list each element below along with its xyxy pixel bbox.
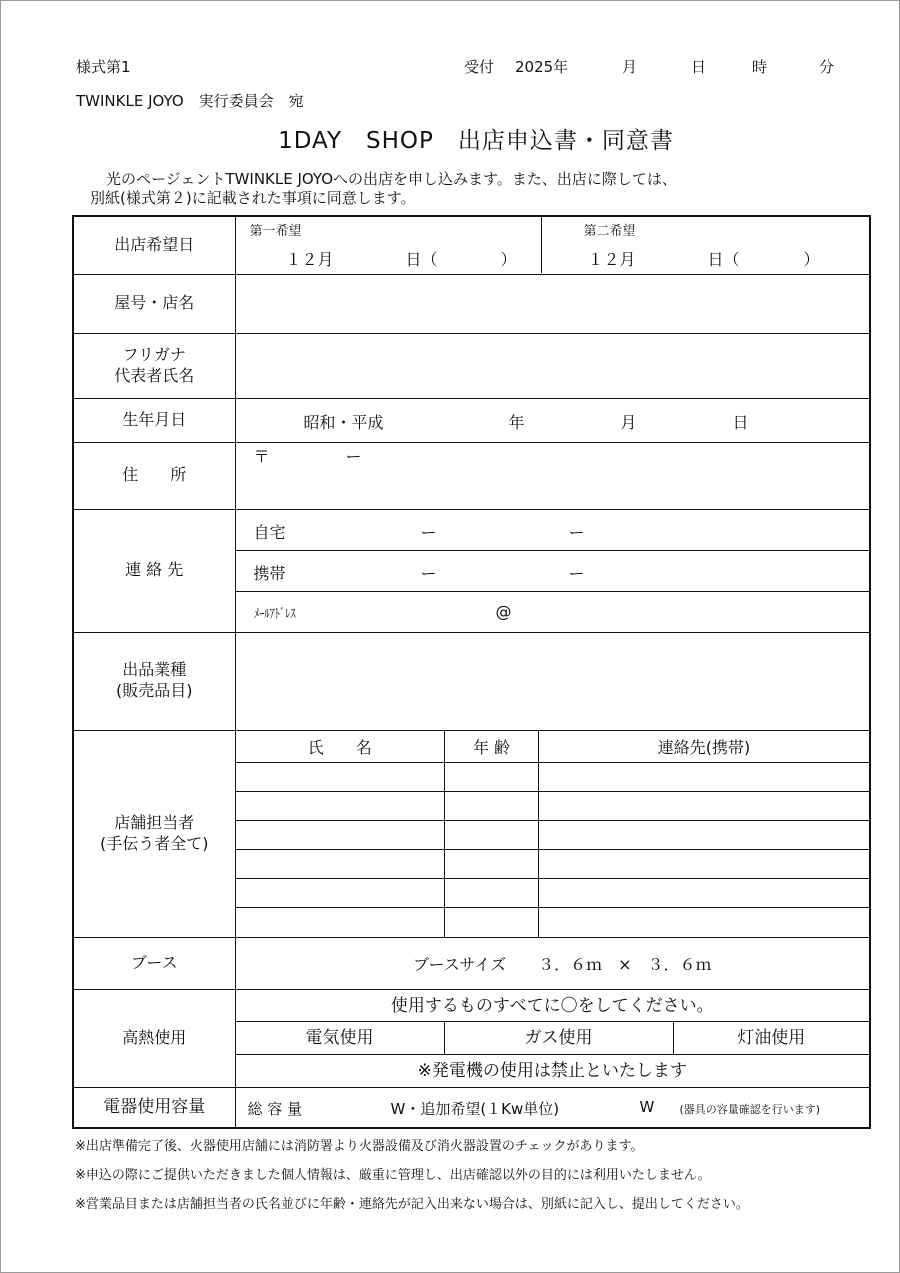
staff-col-age: 年 齢 <box>445 731 539 763</box>
intro-line-2: 別紙(様式第２)に記載された事項に同意します。 <box>90 189 416 207</box>
staff-contact-field[interactable] <box>539 792 870 821</box>
row-contact <box>73 509 870 632</box>
second-choice-day: 日（ <box>707 250 740 270</box>
representative-label-name: 代表者氏名 <box>114 365 195 385</box>
staff-name-field[interactable] <box>236 908 445 937</box>
second-choice-field[interactable] <box>542 217 870 273</box>
power-capacity-field[interactable] <box>235 1087 870 1128</box>
page-title: 1DAY SHOP 出店申込書・同意書 <box>278 128 674 154</box>
high-heat-options <box>236 1022 870 1055</box>
staff-name-field[interactable] <box>236 879 445 908</box>
home-phone-field[interactable] <box>236 510 870 551</box>
address-field[interactable] <box>235 442 870 509</box>
staff-header-row <box>236 731 870 763</box>
contact-label <box>73 509 235 632</box>
shop-name-label-text: 屋号・店名 <box>114 293 195 313</box>
staff-label-line2: (手伝う者全て) <box>100 833 209 853</box>
representative-field[interactable] <box>235 333 870 398</box>
email-field[interactable] <box>236 592 870 632</box>
desired-date-cells <box>235 216 870 274</box>
note-separate-sheet: ※営業品目または店舗担当者の氏名並びに年齢・連絡先が記入出来ない場合は、別紙に記入し、提出してください。 <box>75 1197 749 1212</box>
birthdate-label <box>73 398 235 442</box>
reception-year: 2025年 <box>515 58 569 76</box>
row-representative <box>73 333 870 398</box>
contact-cells <box>235 509 870 632</box>
staff-age-field[interactable] <box>445 821 539 850</box>
capacity-check-note: (器具の容量確認を行います) <box>679 1102 821 1116</box>
row-staff <box>73 730 870 937</box>
row-product-category <box>73 632 870 730</box>
note-privacy: ※申込の際にご提供いただきました個人情報は、厳重に管理し、出店確認以外の目的には利用いたしません。 <box>75 1168 711 1183</box>
product-category-label <box>73 632 235 730</box>
additional-capacity-label: W・追加希望(１Kw単位) <box>390 1099 560 1118</box>
birthdate-day: 日 <box>732 412 749 432</box>
reception-label: 受付 <box>464 58 495 76</box>
address-label-text: 住 所 <box>122 465 187 485</box>
staff-row <box>236 763 870 792</box>
postal-dash: ー <box>345 446 362 466</box>
staff-label <box>73 730 235 937</box>
power-capacity-label <box>73 1087 235 1128</box>
staff-contact-field[interactable] <box>539 879 870 908</box>
reception-month: 月 <box>622 58 638 76</box>
shop-name-field[interactable] <box>235 274 870 333</box>
note-fire-check: ※出店準備完了後、火器使用店舗には消防署より火器設備及び消火器設置のチェックがあります。 <box>75 1139 644 1154</box>
power-capacity-label-text: 電器使用容量 <box>103 1097 206 1118</box>
staff-table-cell <box>235 730 870 937</box>
email-at: @ <box>495 601 512 621</box>
first-choice-label: 第一希望 <box>249 224 302 240</box>
option-kerosene[interactable]: 灯油使用 <box>737 1027 806 1048</box>
product-category-label-line2: (販売品目) <box>116 681 193 700</box>
home-phone-dash-2: ー <box>568 522 585 542</box>
row-birthdate <box>73 398 870 442</box>
address-label <box>73 442 235 509</box>
generator-warning: ※発電機の使用は禁止といたします <box>417 1060 687 1081</box>
birthdate-month: 月 <box>620 412 637 432</box>
staff-contact-field[interactable] <box>539 821 870 850</box>
addressee: TWINKLE JOYO 実行委員会 宛 <box>76 92 304 110</box>
staff-row <box>236 908 870 937</box>
first-choice-day: 日（ <box>405 250 438 270</box>
birthdate-era: 昭和・平成 <box>303 412 384 432</box>
reception-day: 日 <box>691 58 707 76</box>
staff-name-field[interactable] <box>236 821 445 850</box>
email-label: ﾒｰﾙｱﾄﾞﾚｽ <box>253 606 296 622</box>
home-phone-label: 自宅 <box>253 522 286 542</box>
booth-label-text: ブース <box>130 952 178 972</box>
booth-size: ブースサイズ ３．６ｍ × ３．６ｍ <box>235 937 870 989</box>
staff-row <box>236 821 870 850</box>
representative-label <box>73 333 235 398</box>
birthdate-label-text: 生年月日 <box>122 409 187 429</box>
row-shop-name <box>73 274 870 333</box>
staff-col-name: 氏 名 <box>236 731 445 763</box>
staff-age-field[interactable] <box>445 792 539 821</box>
form-number: 様式第1 <box>76 58 131 76</box>
representative-label-furigana: フリガナ <box>122 344 186 364</box>
product-category-field[interactable] <box>235 632 870 730</box>
row-booth <box>73 937 870 989</box>
staff-age-field[interactable] <box>445 908 539 937</box>
booth-label <box>73 937 235 989</box>
desired-date-label <box>73 216 235 274</box>
staff-age-field[interactable] <box>445 879 539 908</box>
total-capacity-label: 総 容 量 <box>247 1099 303 1118</box>
row-desired-date <box>73 216 870 274</box>
birthdate-field[interactable] <box>235 398 870 442</box>
row-high-heat <box>73 989 870 1087</box>
postal-mark: 〒 <box>253 446 270 466</box>
second-choice-close: ） <box>803 250 820 270</box>
contact-label-text: 連 絡 先 <box>125 560 184 580</box>
staff-name-field[interactable] <box>236 850 445 879</box>
mobile-phone-field[interactable] <box>236 551 870 592</box>
desired-date-label-text: 出店希望日 <box>114 234 195 254</box>
intro-line-1: 光のページェントTWINKLE JOYOへの出店を申し込みます。また、出店に際しては、 <box>106 170 677 188</box>
staff-contact-field[interactable] <box>539 763 870 792</box>
reception-hour: 時 <box>752 58 768 76</box>
application-form <box>72 215 871 1129</box>
staff-name-field[interactable] <box>236 792 445 821</box>
high-heat-instruction: 使用するものすべてに〇をしてください。 <box>236 990 870 1022</box>
birthdate-year: 年 <box>508 412 525 432</box>
staff-age-field[interactable] <box>445 763 539 792</box>
staff-row <box>236 879 870 908</box>
row-power-capacity <box>73 1087 870 1128</box>
first-choice-field[interactable] <box>236 217 542 273</box>
mobile-phone-dash-2: ー <box>568 563 585 583</box>
product-category-label-line1: 出品業種 <box>122 660 187 680</box>
option-electric[interactable]: 電気使用 <box>236 1022 445 1054</box>
staff-label-line1: 店舗担当者 <box>114 812 195 832</box>
staff-col-contact: 連絡先(携帯) <box>539 731 870 763</box>
staff-row <box>236 850 870 879</box>
staff-contact-field[interactable] <box>539 908 870 937</box>
row-address <box>73 442 870 509</box>
high-heat-cells <box>235 989 870 1087</box>
staff-name-field[interactable] <box>236 763 445 792</box>
staff-age-field[interactable] <box>445 850 539 879</box>
additional-watt-unit: W <box>639 1097 655 1116</box>
second-choice-label: 第二希望 <box>583 224 636 240</box>
home-phone-dash-1: ー <box>420 522 437 542</box>
high-heat-label-text: 高熱使用 <box>122 1027 187 1047</box>
second-choice-month: １２月 <box>587 250 636 270</box>
reception-minute: 分 <box>819 58 835 76</box>
high-heat-label <box>73 989 235 1087</box>
option-gas[interactable]: ガス使用 <box>445 1022 674 1054</box>
first-choice-month: １２月 <box>285 250 334 270</box>
staff-contact-field[interactable] <box>539 850 870 879</box>
mobile-phone-dash-1: ー <box>420 563 437 583</box>
first-choice-close: ） <box>500 250 517 270</box>
staff-row <box>236 792 870 821</box>
shop-name-label <box>73 274 235 333</box>
staff-table <box>236 731 870 937</box>
mobile-phone-label: 携帯 <box>253 563 286 583</box>
